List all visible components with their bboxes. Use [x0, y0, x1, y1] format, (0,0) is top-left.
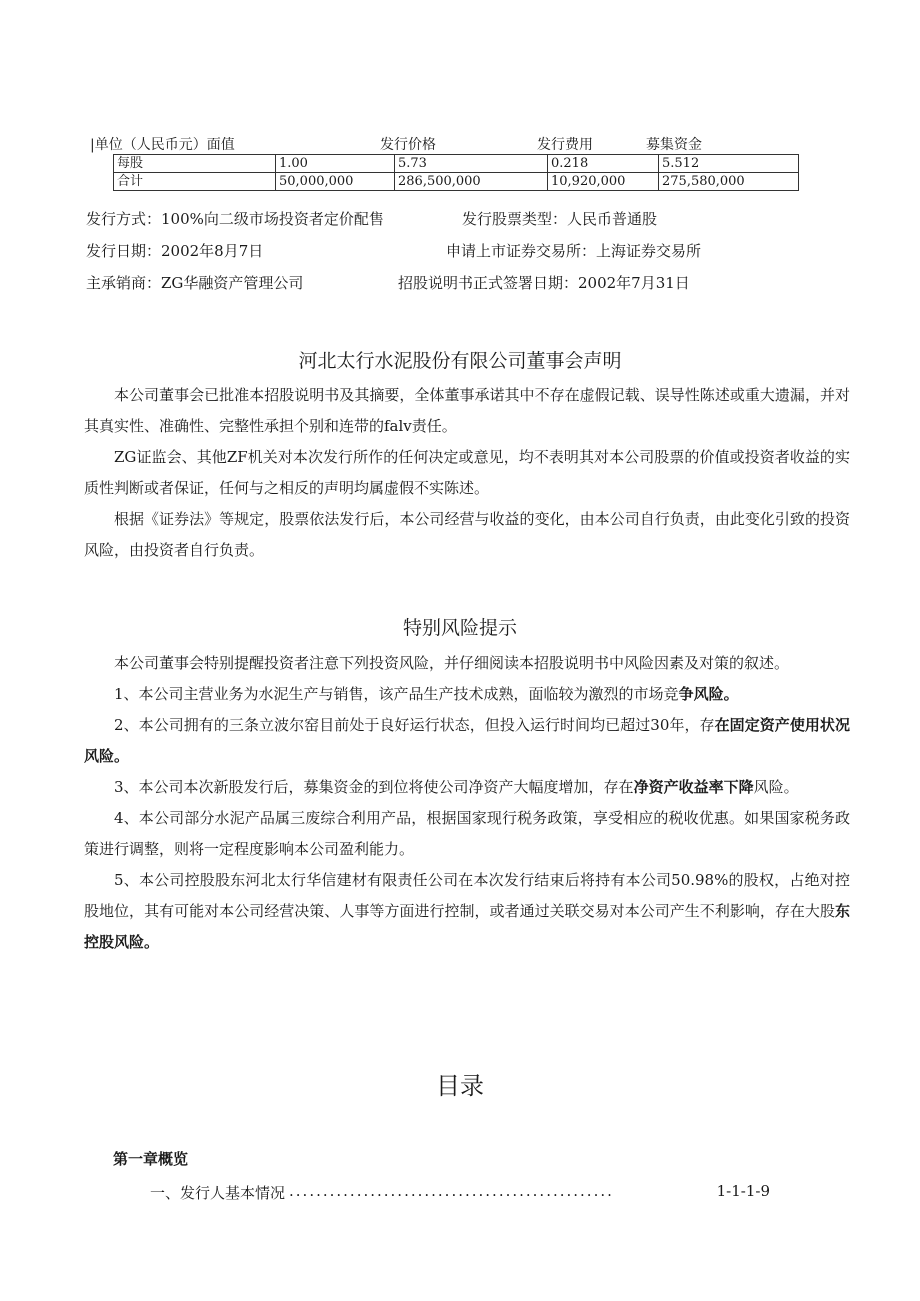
- table-cell: 50,000,000: [276, 173, 395, 191]
- issue-method: 发行方式：100%向二级市场投资者定价配售: [86, 210, 384, 228]
- lead-underwriter: 主承销商：ZG华融资产管理公司: [86, 274, 304, 292]
- header-raised-funds: 募集资金: [646, 137, 702, 153]
- prospectus-sign-date: 招股说明书正式签署日期：2002年7月31日: [398, 274, 690, 292]
- toc-title: 目录: [436, 1072, 484, 1100]
- issue-table: [113, 154, 799, 191]
- risk-item: [84, 865, 850, 958]
- table-cell: 合计: [114, 173, 276, 191]
- risk-item-highlight: 东控股风险。: [84, 902, 850, 951]
- table-cell: 5.512: [659, 155, 799, 173]
- toc-entry-leader: ................................................: [289, 1182, 614, 1200]
- toc-entry-page: 1-1-1-9: [716, 1182, 770, 1200]
- risk-item-highlight: 净资产收益率下降: [633, 778, 754, 796]
- toc-entry-label: 一、发行人基本情况: [150, 1184, 286, 1202]
- table-cell: 1.00: [276, 155, 395, 173]
- table-cell: 每股: [114, 155, 276, 173]
- risk-item: [84, 772, 850, 803]
- table-row: [114, 155, 799, 173]
- risk-body: [84, 648, 850, 958]
- risk-item-text: 5、本公司控股股东河北太行华信建材有限责任公司在本次发行结束后将持有本公司50.98%的股权，占绝对控股地位，其有可能对本公司经营决策、人事等方面进行控制，或者通过关联交易对本公司产生不利影响，存在大股: [84, 871, 850, 920]
- risk-item-text: 2、本公司拥有的三条立波尔窑目前处于良好运行状态，但投入运行时间均已超过30年，存: [114, 716, 715, 734]
- risk-item-highlight: 在固定资产使用状况风险。: [84, 716, 850, 765]
- risk-item-text: 4、本公司部分水泥产品属三废综合利用产品，根据国家现行税务政策，享受相应的税收优惠。如果国家税务政策进行调整，则将一定程度影响本公司盈利能力。: [84, 809, 850, 858]
- risk-title: 特别风险提示: [402, 617, 517, 639]
- table-cell: 10,920,000: [548, 173, 659, 191]
- table-cell: 5.73: [395, 155, 548, 173]
- board-statement-body: [84, 380, 850, 566]
- table-cell: 286,500,000: [395, 173, 548, 191]
- table-row: [114, 173, 799, 191]
- header-issue-price: 发行价格: [380, 137, 436, 153]
- table-cell: 275,580,000: [659, 173, 799, 191]
- risk-item: [84, 710, 850, 772]
- risk-item-tail: 风险。: [753, 778, 799, 796]
- board-statement-title: 河北太行水泥股份有限公司董事会声明: [298, 350, 622, 372]
- risk-item-highlight: 争风险。: [678, 685, 739, 703]
- risk-item-text: 3、本公司本次新股发行后，募集资金的到位将使公司净资产大幅度增加，存在: [114, 778, 634, 796]
- header-issue-cost: 发行费用: [537, 137, 593, 153]
- toc-chapter[interactable]: 第一章概览: [113, 1150, 189, 1168]
- risk-item-text: 1、本公司主营业务为水泥生产与销售，该产品生产技术成熟，面临较为激烈的市场竞: [114, 685, 679, 703]
- issue-date: 发行日期：2002年8月7日: [86, 242, 264, 260]
- table-cell: 0.218: [548, 155, 659, 173]
- toc-entry[interactable]: [150, 1182, 770, 1203]
- statement-paragraph: 根据《证券法》等规定，股票依法发行后，本公司经营与收益的变化，由本公司自行负责，由此变化引致的投资风险，由投资者自行负责。: [84, 510, 850, 559]
- risk-item: [84, 803, 850, 865]
- issue-table-header: [90, 134, 810, 154]
- statement-paragraph: ZG证监会、其他ZF机关对本次发行所作的任何决定或意见，均不表明其对本公司股票的价值或投资者收益的实质性判断或者保证，任何与之相反的声明均属虚假不实陈述。: [84, 448, 850, 497]
- listing-exchange: 申请上市证券交易所：上海证券交易所: [446, 242, 702, 260]
- risk-intro: 本公司董事会特别提醒投资者注意下列投资风险，并仔细阅读本招股说明书中风险因素及对策的叙述。: [114, 654, 790, 672]
- risk-item: [84, 679, 850, 710]
- header-unit-face-value: |单位（人民币元）面值: [90, 137, 235, 153]
- statement-paragraph: 本公司董事会已批准本招股说明书及其摘要，全体董事承诺其中不存在虚假记载、误导性陈述或重大遗漏，并对其真实性、准确性、完整性承担个别和连带的falv责任。: [84, 386, 850, 435]
- stock-type: 发行股票类型：人民币普通股: [462, 210, 658, 228]
